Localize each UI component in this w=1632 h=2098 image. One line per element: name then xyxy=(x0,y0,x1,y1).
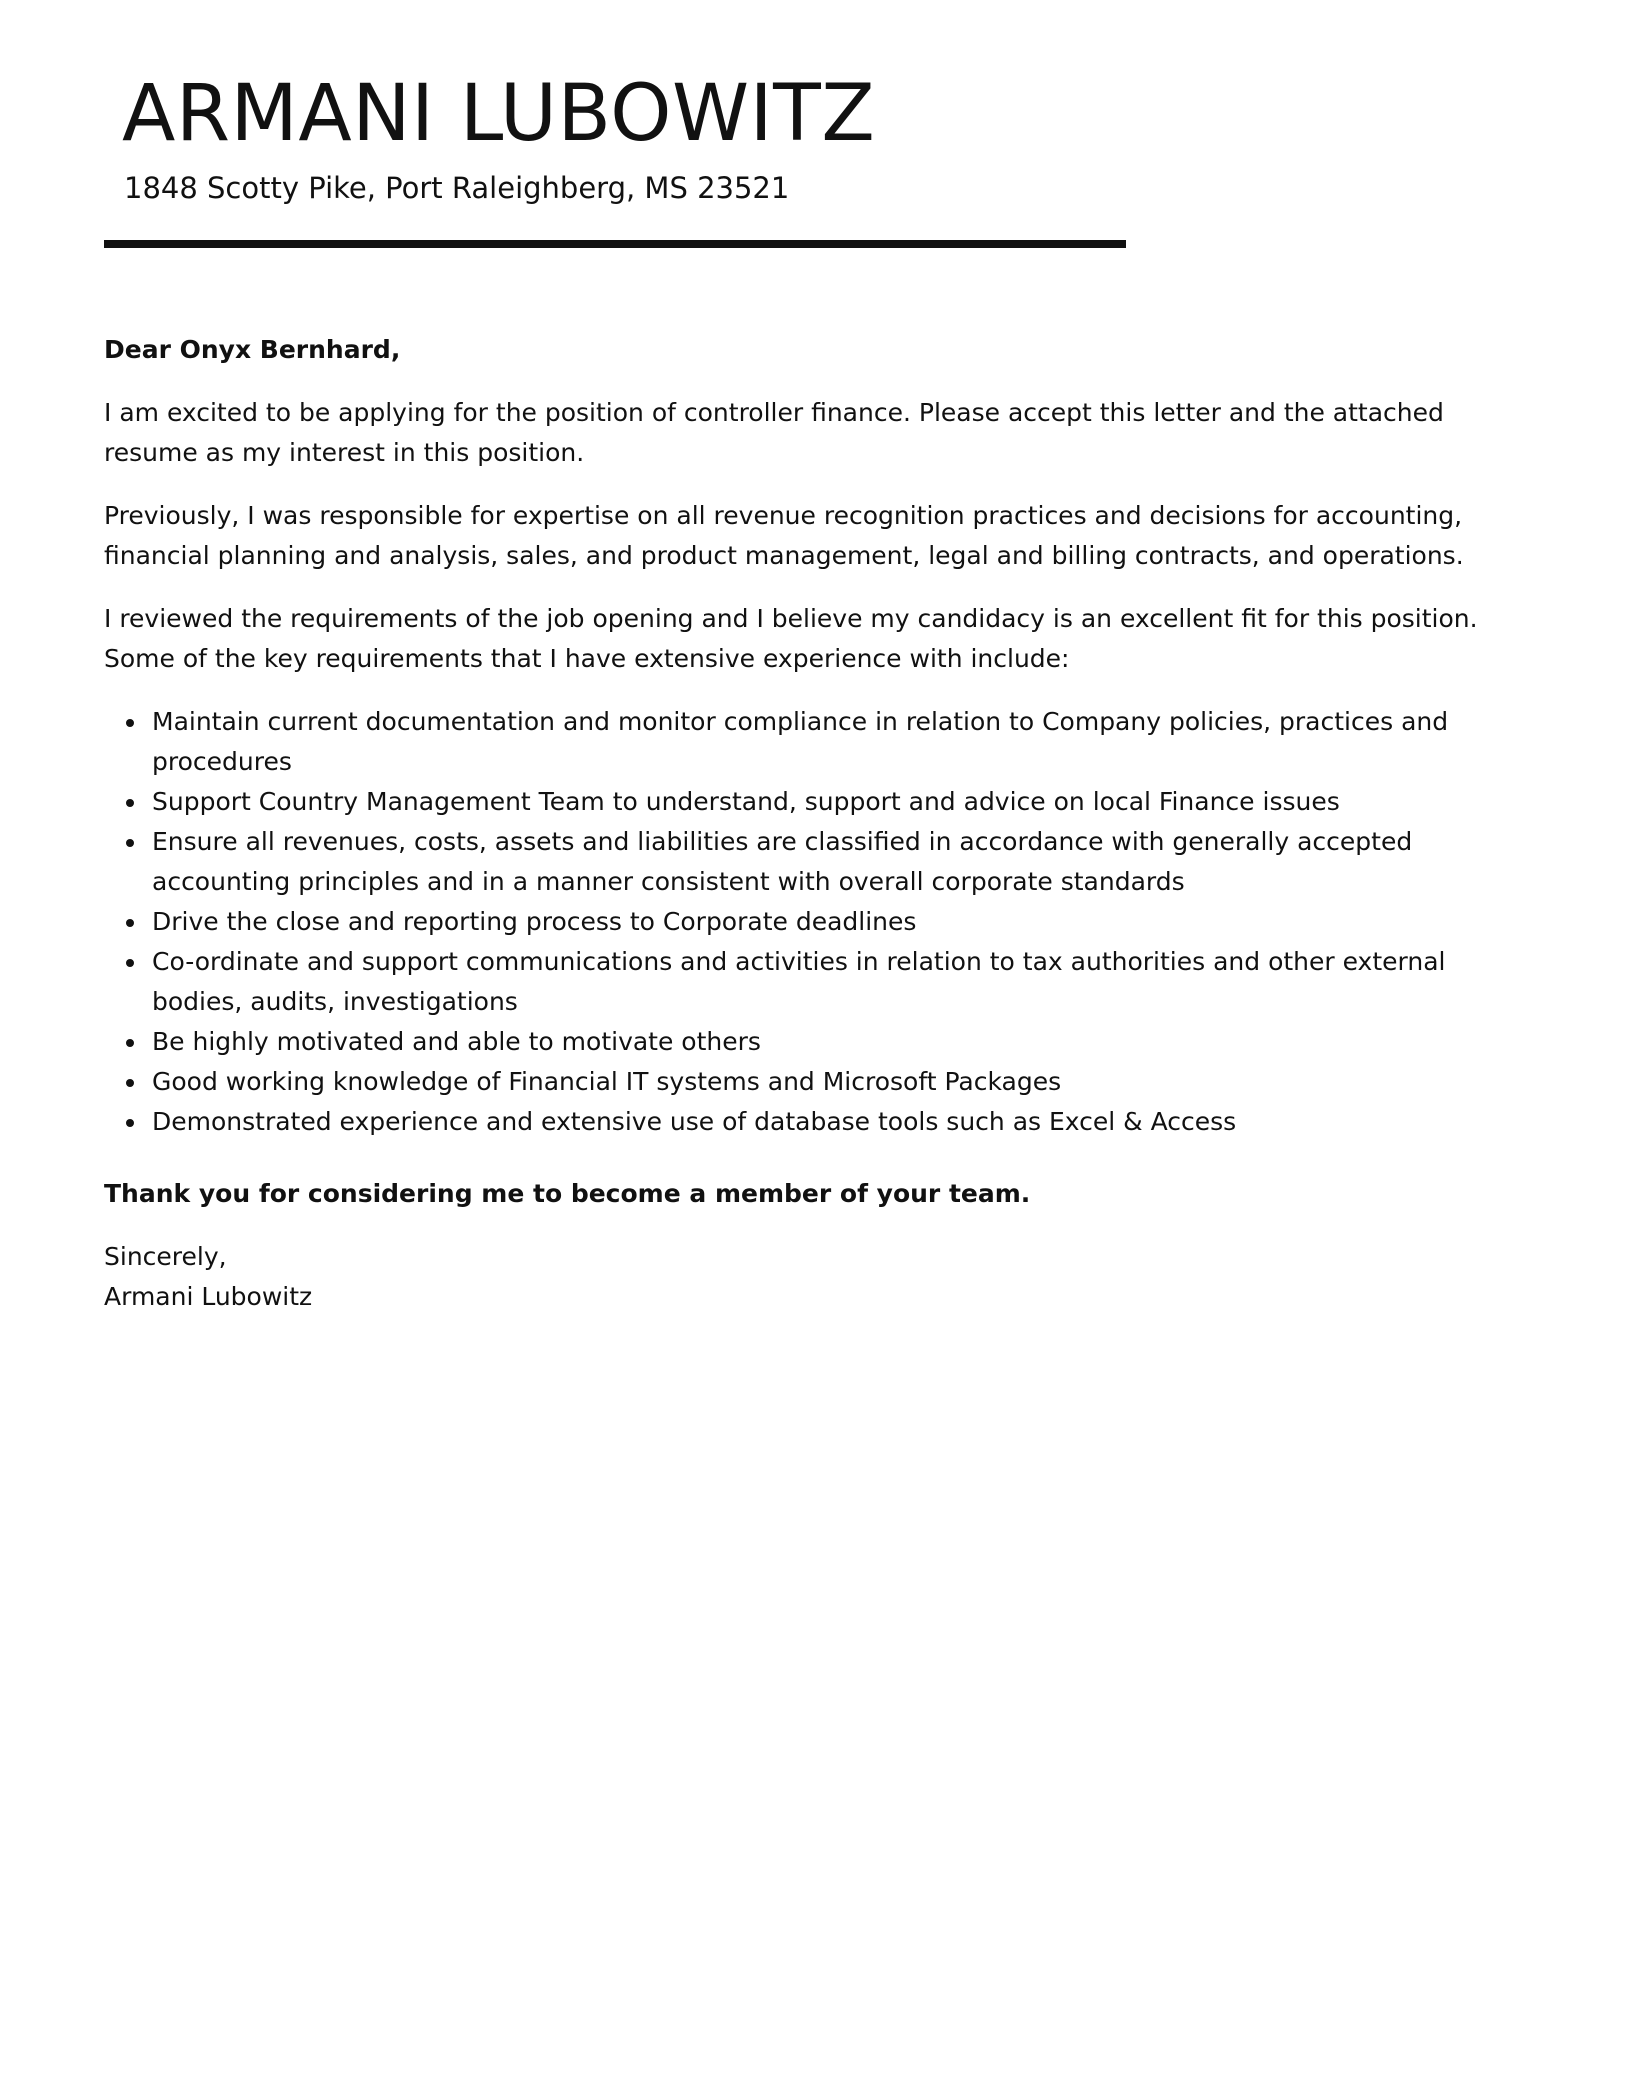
list-item: Support Country Management Team to understand, support and advice on local Finance issues xyxy=(152,782,1529,822)
list-item: Ensure all revenues, costs, assets and liabilities are classified in accordance with generally accepted accounting principles and in a manner consistent with overall corporate standards xyxy=(152,822,1529,902)
letter-body xyxy=(104,330,1529,1317)
signature-block xyxy=(104,1237,1529,1317)
applicant-name: ARMANI LUBOWITZ xyxy=(122,69,876,159)
signature-name: Armani Lubowitz xyxy=(104,1282,313,1311)
header-divider xyxy=(104,240,1126,248)
applicant-address: 1848 Scotty Pike, Port Raleighberg, MS 23521 xyxy=(124,171,790,205)
list-item: Co-ordinate and support communications and activities in relation to tax authorities and other external bodies, audits, investigations xyxy=(152,942,1529,1022)
list-item: Drive the close and reporting process to Corporate deadlines xyxy=(152,902,1529,942)
list-item: Demonstrated experience and extensive use of database tools such as Excel & Access xyxy=(152,1102,1529,1142)
signoff: Sincerely, xyxy=(104,1242,227,1271)
salutation: Dear Onyx Bernhard, xyxy=(104,335,401,364)
requirements-list xyxy=(104,702,1529,1142)
closing-line: Thank you for considering me to become a member of your team. xyxy=(104,1179,1031,1208)
experience-paragraph: Previously, I was responsible for expertise on all revenue recognition practices and decisions for accounting, financial planning and analysis, sales, and product management, legal and billing contracts, and operations. xyxy=(104,501,1464,570)
list-item: Be highly motivated and able to motivate others xyxy=(152,1022,1529,1062)
list-item: Good working knowledge of Financial IT systems and Microsoft Packages xyxy=(152,1062,1529,1102)
list-item: Maintain current documentation and monitor compliance in relation to Company policies, practices and procedures xyxy=(152,702,1529,782)
requirements-intro-paragraph: I reviewed the requirements of the job opening and I believe my candidacy is an excellent fit for this position. Some of the key requirements that I have extensive experience with include: xyxy=(104,604,1478,673)
intro-paragraph: I am excited to be applying for the position of controller finance. Please accept this letter and the attached resume as my interest in this position. xyxy=(104,398,1444,467)
